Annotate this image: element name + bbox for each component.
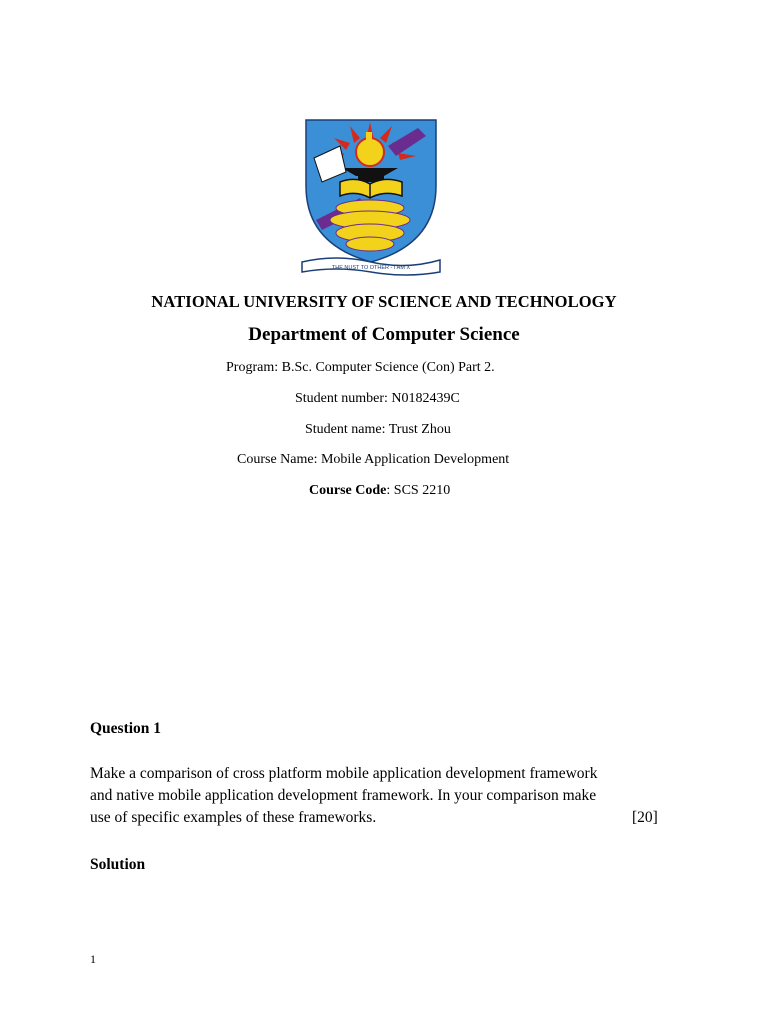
university-name: NATIONAL UNIVERSITY OF SCIENCE AND TECHNOLOGY	[151, 292, 617, 311]
program-line: Program: B.Sc. Computer Science (Con) Part 2.	[226, 360, 495, 375]
university-crest-logo	[300, 116, 442, 278]
page-number: 1	[90, 952, 96, 966]
course-name-line: Course Name: Mobile Application Development	[237, 452, 510, 467]
question-body	[90, 763, 670, 829]
question-line-3	[90, 807, 670, 829]
department-name: Department of Computer Science	[248, 324, 520, 345]
question-line-1: Make a comparison of cross platform mobile application development framework	[90, 765, 598, 782]
student-name-line: Student name: Trust Zhou	[305, 422, 451, 437]
student-number-line: Student number: N0182439C	[295, 391, 460, 406]
course-code-label: Course Code	[309, 483, 387, 498]
question-heading: Question 1	[90, 720, 162, 737]
question-line-3-text: use of specific examples of these frameworks.	[90, 809, 377, 826]
course-code-line	[309, 483, 450, 499]
question-marks: [20]	[632, 809, 658, 826]
solution-heading: Solution	[90, 856, 146, 873]
course-code-value: : SCS 2210	[386, 483, 451, 498]
question-line-2: and native mobile application development framework. In your comparison make	[90, 787, 597, 804]
svg-text:THE NUST TO OTHER - I AM X: THE NUST TO OTHER - I AM X	[331, 265, 411, 271]
